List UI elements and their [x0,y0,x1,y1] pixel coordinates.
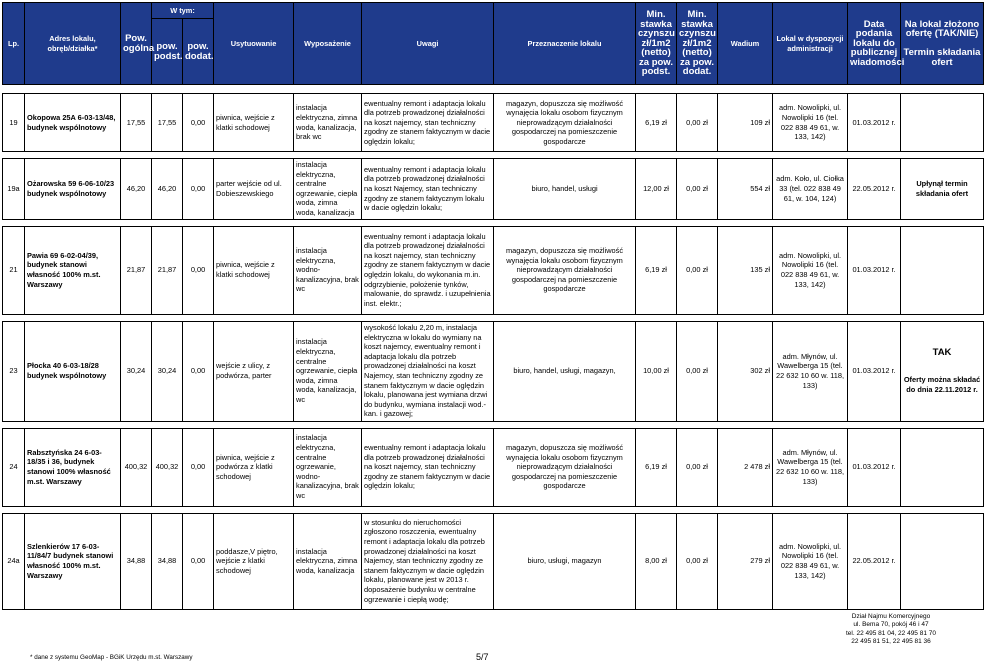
deposit-cell: 279 zł [718,513,773,609]
offer-cell [901,428,984,506]
deposit-cell: 2 478 zł [718,428,773,506]
header-remarks: Uwagi [362,3,494,85]
row-number: 19 [3,94,25,152]
header-lp: Lp. [3,3,25,85]
offer-status: TAK [932,346,952,358]
purpose-cell: magazyn, dopuszcza się możliwość wynajęcia lokalu osobom fizycznym nieprowadzącym działalności gospodarczej na pomieszczenie gospodarcze [494,226,636,314]
offer-cell [901,321,984,421]
table-row [3,94,984,152]
contact-info [846,613,936,646]
published-date-cell: 22.05.2012 r. [848,159,901,220]
purpose-cell: biuro, handel, usługi [494,159,636,220]
rate-extra-cell: 0,00 zł [677,226,718,314]
offer-cell [901,226,984,314]
admin-cell: adm. Młynów, ul. Wawelberga 15 (tel. 22 632 10 60 w. 118, 133) [773,321,848,421]
area-basic-cell: 17,55 [152,94,183,152]
admin-cell: adm. Młynów, ul. Wawelberga 15 (tel. 22 632 10 60 w. 118, 133) [773,428,848,506]
header-area-extra: pow. dodat. [183,19,214,85]
header-area-basic: pow. podst. [152,19,183,85]
equipment-cell: instalacja elektryczna, centralne ogrzewanie, ciepła woda, zimna woda, kanalizacja, wc [294,321,362,421]
rate-extra-cell: 0,00 zł [677,94,718,152]
table-row [3,159,984,220]
listing-table [2,2,984,610]
area-total-cell: 34,88 [121,513,152,609]
rate-basic-cell: 8,00 zł [636,513,677,609]
header-deposit: Wadium [718,3,773,85]
rate-basic-cell: 6,19 zł [636,94,677,152]
header-address: Adres lokalu, obręb/działka* [25,3,121,85]
remarks-cell: wysokość lokalu 2,20 m, instalacja elektryczna w lokalu do wymiany na koszt najemcy, ewentualny remont i adaptacja lokalu dla potrzeb prowadzonej działalności na koszt Najemcy, stan techniczny zgodny ze stanem faktycznym w dacie oględzin lokalu, planowana jest wymiana drzwi do budynku, wymiana instalacji wod.-kan. i gazowej; [362,321,494,421]
deposit-cell: 109 zł [718,94,773,152]
header-offer-deadline: Termin składania ofert [903,47,981,68]
rate-extra-cell: 0,00 zł [677,428,718,506]
rate-basic-cell: 6,19 zł [636,226,677,314]
area-basic-cell: 400,32 [152,428,183,506]
offer-deadline-note: Oferty można składać do dnia 22.11.2012 r. [903,375,981,394]
remarks-cell: ewentualny remont i adaptacja lokalu dla potrzeb prowadzonej działalności na koszt najemcy, stan techniczny zgodny ze stanem faktycznym w dacie oględzin lokalu; [362,428,494,506]
header-location: Usytuowanie [214,3,294,85]
purpose-cell: biuro, usługi, magazyn [494,513,636,609]
remarks-cell: ewentualny remont i adaptacja lokalu dla potrzeb prowadzonej działalności na koszt Najemcy, stan techniczny zgodny ze stanem faktycznym lokalu w dacie oględzin lokalu; [362,159,494,220]
header-purpose: Przeznaczenie lokalu [494,3,636,85]
footer-note: * dane z systemu GeoMap - BGiK Urzędu m.st. Warszawy [30,654,193,661]
table-row [3,428,984,506]
rate-extra-cell: 0,00 zł [677,513,718,609]
header-area-total: Pow. ogólna [121,3,152,85]
equipment-cell: instalacja elektryczna, zimna woda, kanalizacja, brak wc [294,94,362,152]
deposit-cell: 135 zł [718,226,773,314]
remarks-cell: ewentualny remont i adaptacja lokalu dla potrzeb prowadzonej działalności na koszt najemcy, stan techniczny zgodny ze stanem faktycznym w dacie oględzin lokalu; [362,94,494,152]
purpose-cell: biuro, handel, usługi, magazyn, [494,321,636,421]
rate-basic-cell: 10,00 zł [636,321,677,421]
area-extra-cell: 0,00 [183,513,214,609]
rate-extra-cell: 0,00 zł [677,159,718,220]
published-date-cell: 01.03.2012 r. [848,428,901,506]
deposit-cell: 554 zł [718,159,773,220]
page-number: 5/7 [476,652,489,662]
address-cell: Rabsztyńska 24 6-03-18/35 i 36, budynek stanowi 100% własność m.st. Warszawy [25,428,121,506]
admin-cell: adm. Nowolipki, ul. Nowolipki 16 (tel. 022 838 49 61, w. 133, 142) [773,513,848,609]
row-number: 19a [3,159,25,220]
area-extra-cell: 0,00 [183,226,214,314]
contact-line: Dział Najmu Komercyjnego [851,613,931,620]
header-equipment: Wyposażenie [294,3,362,85]
location-cell: piwnica, wejście z podwórza z klatki schodowej [214,428,294,506]
offer-cell: Upłynął termin składania ofert [901,159,984,220]
row-number: 23 [3,321,25,421]
area-total-cell: 17,55 [121,94,152,152]
location-cell: wejście z ulicy, z podwórza, parter [214,321,294,421]
area-extra-cell: 0,00 [183,321,214,421]
header-incl: W tym: [152,3,214,19]
equipment-cell: instalacja elektryczna, centralne ogrzewanie, wodno-kanalizacyjna, brak wc [294,428,362,506]
table-row [3,513,984,609]
address-cell: Pawia 69 6-02-04/39, budynek stanowi własność 100% m.st. Warszawy [25,226,121,314]
rate-basic-cell: 12,00 zł [636,159,677,220]
area-extra-cell: 0,00 [183,159,214,220]
table-row [3,321,984,421]
deposit-cell: 302 zł [718,321,773,421]
address-cell: Okopowa 25A 6-03-13/48, budynek wspólnotowy [25,94,121,152]
header-rate-extra: Min. stawka czynszu zł/1m2 (netto) za pow. dodat. [677,3,718,85]
equipment-cell: instalacja elektryczna, wodno-kanalizacyjna, brak wc [294,226,362,314]
location-cell: parter wejście od ul. Dobieszewskiego [214,159,294,220]
address-cell: Płocka 40 6-03-18/28 budynek wspólnotowy [25,321,121,421]
purpose-cell: magazyn, dopuszcza się możliwość wynajęcia lokalu osobom fizycznym nieprowadzącym działalności gospodarczej na pomieszczenie gospodarcze [494,94,636,152]
published-date-cell: 22.05.2012 r. [848,513,901,609]
header-admin: Lokal w dyspozycji administracji [773,3,848,85]
area-basic-cell: 46,20 [152,159,183,220]
area-extra-cell: 0,00 [183,428,214,506]
admin-cell: adm. Koło, ul. Ciołka 33 (tel. 022 838 49 61, w. 104, 124) [773,159,848,220]
area-basic-cell: 21,87 [152,226,183,314]
remarks-cell: w stosunku do nieruchomości zgłoszono roszczenia, ewentualny remont i adaptacja lokalu dla potrzeb prowadzonej działalności na koszt Najemcy, stan techniczny zgodny ze stanem faktycznym w dacie oględzin lokalu, planowane jest w 2013 r. doposażenie budynku w centralne ogrzewanie i ciepłą wodę; [362,513,494,609]
table-row [3,226,984,314]
area-basic-cell: 30,24 [152,321,183,421]
row-number: 24a [3,513,25,609]
purpose-cell: magazyn, dopuszcza się możliwość wynajęcia lokalu osobom fizycznym nieprowadzącym działalności gospodarczej na pomieszczenie gospodarcze [494,428,636,506]
contact-line: tel. 22 495 81 04, 22 495 81 70 [846,629,936,637]
header-rate-basic: Min. stawka czynszu zł/1m2 (netto) za pow. podst. [636,3,677,85]
rate-extra-cell: 0,00 zł [677,321,718,421]
offer-cell [901,513,984,609]
header-offer-submitted: Na lokal złożono ofertę (TAK/NIE) [904,18,980,40]
address-cell: Szlenkierów 17 6-03-11/84/7 budynek stanowi własność 100% m.st. Warszawy [25,513,121,609]
published-date-cell: 01.03.2012 r. [848,94,901,152]
header-offer [901,3,984,85]
admin-cell: adm. Nowolipki, ul. Nowolipki 16 (tel. 022 838 49 61, w. 133, 142) [773,94,848,152]
admin-cell: adm. Nowolipki, ul. Nowolipki 16 (tel. 022 838 49 61, w. 133, 142) [773,226,848,314]
row-number: 21 [3,226,25,314]
rate-basic-cell: 6,19 zł [636,428,677,506]
offer-cell [901,94,984,152]
equipment-cell: instalacja elektryczna, zimna woda, kanalizacja [294,513,362,609]
area-basic-cell: 34,88 [152,513,183,609]
address-cell: Ożarowska 59 6-06-10/23 budynek wspólnotowy [25,159,121,220]
remarks-cell: ewentualny remont i adaptacja lokalu dla potrzeb prowadzonej działalności na koszt najemcy, stan techniczny zgodny ze stanem faktycznym w dacie oględzin lokalu, do wykonania m.in. odgrzybienie, położenie tynków, malowanie, do sprawdz. i uzupełnienia inst. elektr.; [362,226,494,314]
equipment-cell: instalacja elektryczna, centralne ogrzewanie, ciepła woda, zimna woda, kanalizacja [294,159,362,220]
location-cell: piwnica, wejście z klatki schodowej [214,94,294,152]
area-extra-cell: 0,00 [183,94,214,152]
header-published: Data podania lokalu do publicznej wiadomości [848,3,901,85]
area-total-cell: 30,24 [121,321,152,421]
location-cell: piwnica, wejście z klatki schodowej [214,226,294,314]
location-cell: poddasze,V piętro, wejście z klatki schodowej [214,513,294,609]
area-total-cell: 21,87 [121,226,152,314]
published-date-cell: 01.03.2012 r. [848,226,901,314]
area-total-cell: 400,32 [121,428,152,506]
published-date-cell: 01.03.2012 r. [848,321,901,421]
contact-line: ul. Bema 70, pokój 46 i 47 [853,621,929,629]
area-total-cell: 46,20 [121,159,152,220]
contact-line: 22 495 81 51, 22 495 81 36 [851,637,931,645]
row-number: 24 [3,428,25,506]
